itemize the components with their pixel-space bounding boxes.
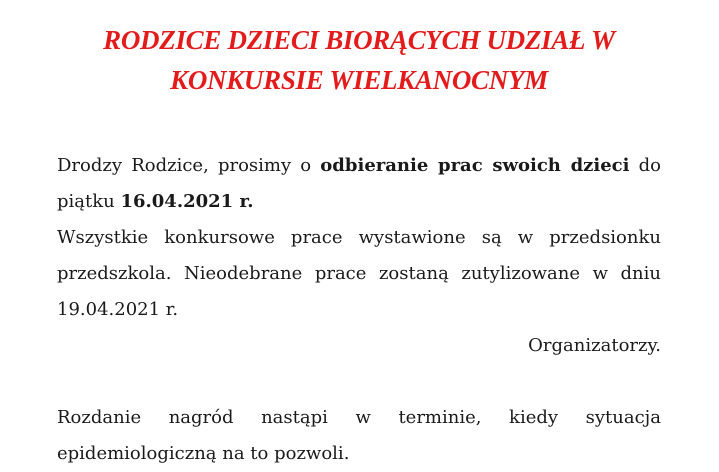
- document-title: [57, 20, 661, 100]
- exhibition-paragraph: [57, 220, 661, 328]
- title-line-1: RODZICE DZIECI BIORĄCYCH UDZIAŁ W: [103, 25, 615, 55]
- title-line-2: KONKURSIE WIELKANOCNYM: [170, 65, 548, 95]
- pickup-deadline-date: 16.04.2021 r.: [120, 191, 254, 212]
- awards-line-1: Rozdanie nagród nastąpi w terminie, kiedy sytuacja: [57, 407, 661, 428]
- signature: Organizatorzy.: [528, 335, 661, 356]
- exhibition-line-3: 19.04.2021 r.: [57, 299, 179, 320]
- exhibition-line-1: Wszystkie konkursowe prace wystawione są w przedsionku: [57, 227, 661, 248]
- pickup-mid-text: do piątku: [57, 155, 661, 212]
- pickup-paragraph: [57, 148, 661, 220]
- awards-paragraph: [57, 400, 661, 472]
- pickup-lead-text: Drodzy Rodzice, prosimy o: [57, 155, 321, 176]
- document-page: [57, 20, 661, 472]
- awards-line-2: epidemiologiczną na to pozwoli.: [57, 443, 350, 464]
- pickup-emphasis: odbieranie prac swoich dzieci: [320, 155, 630, 176]
- exhibition-line-2: przedszkola. Nieodebrane prace zostaną zutylizowane w dniu: [57, 263, 661, 284]
